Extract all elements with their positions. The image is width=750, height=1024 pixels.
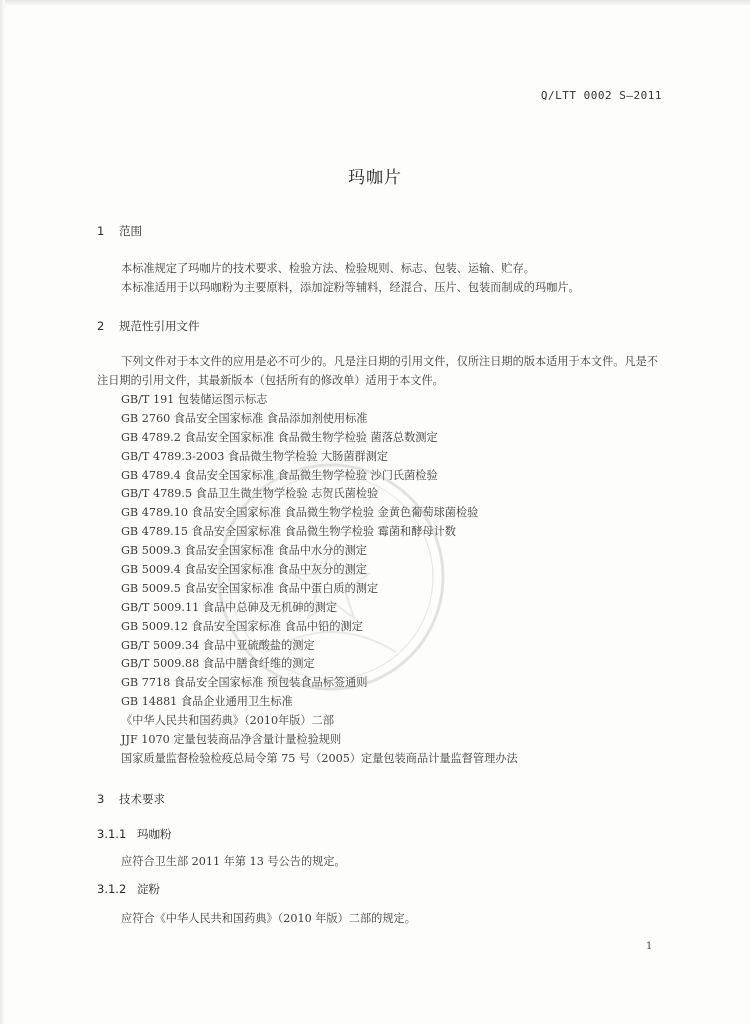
reference-item: GB/T 5009.88 食品中膳食纤维的测定 bbox=[121, 657, 315, 671]
subsection-title: 玛咖粉 bbox=[137, 827, 172, 841]
page-number: 1 bbox=[646, 941, 653, 952]
references-intro-text: 下列文件对于本文件的应用是必不可少的。凡是注日期的引用文件，仅所注日期的版本适用于本文件。凡是不注日期的引用文件，其最新版本（包括所有的修改单）适用于本文件。 bbox=[97, 355, 659, 387]
section-heading-normative-references bbox=[97, 318, 200, 334]
section-number: 1 bbox=[97, 224, 105, 238]
scope-paragraph: 本标准适用于以玛咖粉为主要原料，添加淀粉等辅料，经混合、压片、包装而制成的玛咖片。 bbox=[121, 281, 580, 294]
section-number: 2 bbox=[97, 319, 105, 333]
reference-item: GB/T 191 包装储运图示标志 bbox=[121, 393, 268, 406]
scan-edge-top bbox=[0, 0, 750, 6]
reference-item: GB 5009.4 食品安全国家标准 食品中灰分的测定 bbox=[121, 563, 367, 577]
reference-item: GB 5009.5 食品安全国家标准 食品中蛋白质的测定 bbox=[121, 581, 379, 595]
subsection-text: 应符合卫生部 2011 年第 13 号公告的规定。 bbox=[121, 855, 346, 868]
references-intro bbox=[97, 352, 669, 390]
reference-item: GB 5009.12 食品安全国家标准 食品中铅的测定 bbox=[121, 619, 363, 633]
reference-item: GB 4789.15 食品安全国家标准 食品微生物学检验 霉菌和酵母计数 bbox=[121, 525, 456, 539]
reference-item: GB 2760 食品安全国家标准 食品添加剂使用标准 bbox=[121, 411, 368, 425]
document-title: 玛咖片 bbox=[348, 168, 402, 188]
section-title: 技术要求 bbox=[119, 792, 165, 806]
reference-item: GB 4789.10 食品安全国家标准 食品微生物学检验 金黄色葡萄球菌检验 bbox=[121, 506, 479, 520]
subsection-text: 应符合《中华人民共和国药典》（2010 年版）二部的规定。 bbox=[121, 912, 416, 925]
subsection-number: 3.1.1 bbox=[97, 827, 127, 841]
reference-item: 国家质量监督检验检疫总局令第 75 号（2005）定量包装商品计量监督管理办法 bbox=[121, 751, 518, 765]
reference-item: GB 5009.3 食品安全国家标准 食品中水分的测定 bbox=[121, 544, 367, 558]
reference-item: GB/T 5009.34 食品中亚硫酸盐的测定 bbox=[121, 638, 315, 652]
subsection-title: 淀粉 bbox=[137, 882, 160, 896]
scope-paragraphs bbox=[121, 259, 681, 297]
reference-item: GB 7718 食品安全国家标准 预包装食品标签通则 bbox=[121, 676, 368, 690]
reference-item: GB/T 5009.11 食品中总砷及无机砷的测定 bbox=[121, 600, 338, 614]
reference-item: GB/T 4789.5 食品卫生微生物学检验 志贺氏菌检验 bbox=[121, 487, 379, 501]
reference-list bbox=[121, 391, 518, 769]
reference-item: GB 14881 食品企业通用卫生标准 bbox=[121, 695, 293, 709]
reference-item: GB 4789.2 食品安全国家标准 食品微生物学检验 菌落总数测定 bbox=[121, 430, 438, 444]
section-title: 规范性引用文件 bbox=[119, 319, 200, 333]
reference-item: JJF 1070 定量包装商品净含量计量检验规则 bbox=[121, 733, 342, 747]
subsection-heading bbox=[97, 826, 172, 842]
section-title: 范围 bbox=[119, 224, 142, 238]
section-heading-scope bbox=[97, 223, 142, 239]
subsection-heading bbox=[97, 881, 160, 897]
section-heading-technical-requirements bbox=[97, 791, 165, 807]
subsection-number: 3.1.2 bbox=[97, 882, 127, 896]
section-number: 3 bbox=[97, 792, 105, 806]
scope-paragraph: 本标准规定了玛咖片的技术要求、检验方法、检验规则、标志、包装、运输、贮存。 bbox=[121, 262, 535, 275]
scan-edge-left bbox=[0, 0, 5, 1024]
reference-item: GB 4789.4 食品安全国家标准 食品微生物学检验 沙门氏菌检验 bbox=[121, 468, 438, 482]
reference-item: 《中华人民共和国药典》（2010年版）二部 bbox=[121, 714, 335, 728]
standard-number: Q/LTT 0002 S—2011 bbox=[540, 89, 662, 102]
reference-item: GB/T 4789.3-2003 食品微生物学检验 大肠菌群测定 bbox=[121, 449, 389, 463]
